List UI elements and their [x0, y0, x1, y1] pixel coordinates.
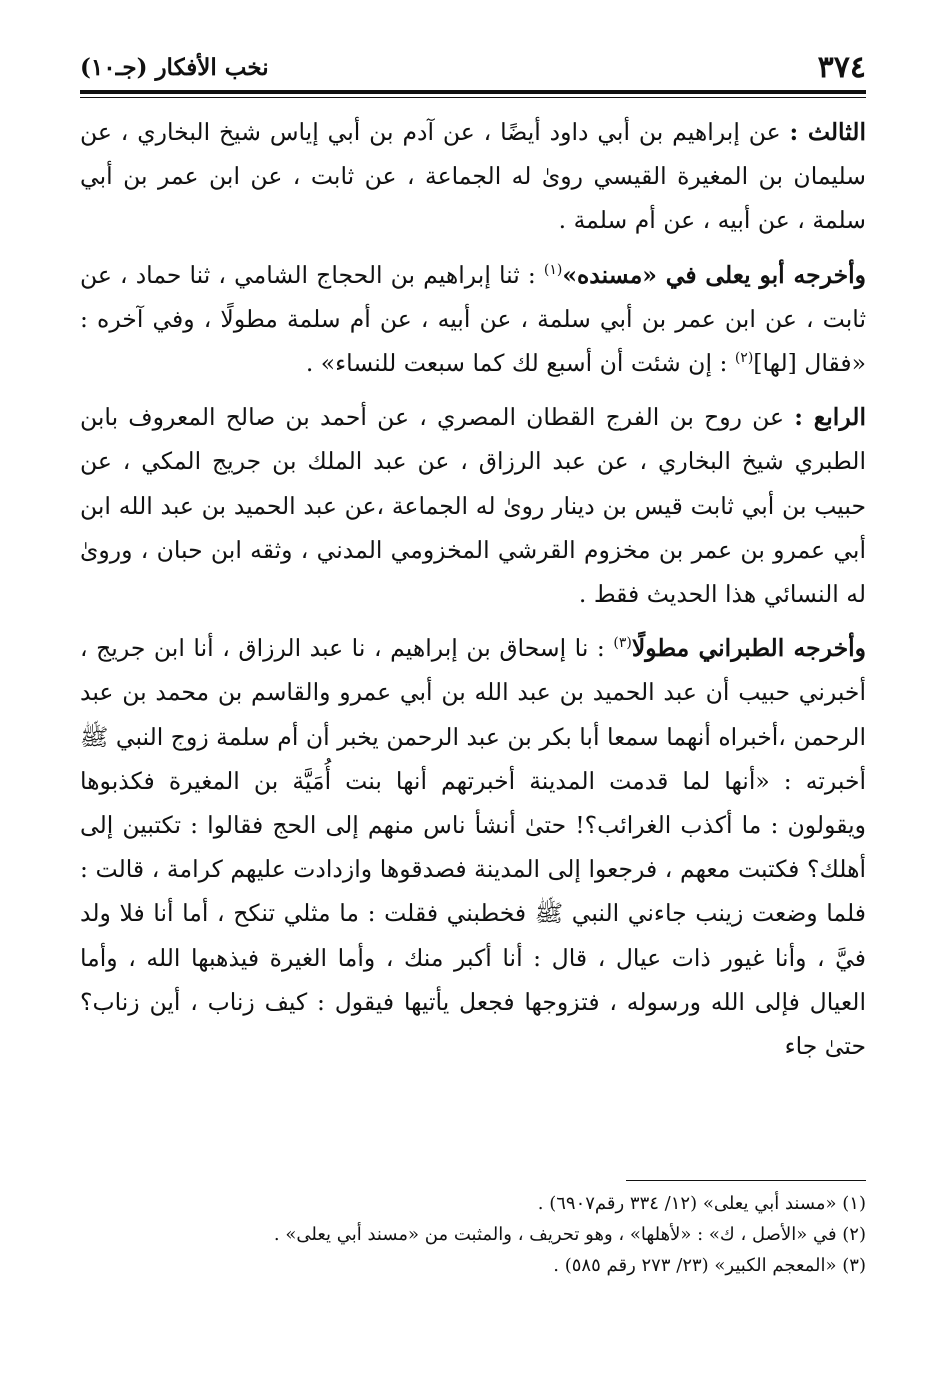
page-number: ٣٧٤ [817, 49, 866, 85]
paragraph-third-chain [80, 110, 866, 243]
footnote-ref[interactable]: (٢) [734, 350, 754, 367]
paragraph-text: عن روح بن الفرج القطان المصري ، عن أحمد بن صالح المعروف بابن الطبري شيخ البخاري ، عن عبد الرزاق ، عن عبد الملك بن جريج المكي ، عن حبيب بن أبي ثابت قيس بن دينار روىٰ له الجماعة ،عن عبد الحميد بن عبد الله ابن أبي عمرو بن عمر بن مخزوم القرشي المخزومي المدني ، وثقه ابن حبان ، وروىٰ له النسائي هذا الحديث فقط . [80, 403, 866, 609]
footnote-2: (٢) في «الأصل ، ك» : «لأهلها» ، وهو تحريف ، والمثبت من «مسند أبي يعلى» . [273, 1224, 866, 1245]
footnote-1: (١) «مسند أبي يعلى» (١٢/ ٣٣٤ رقم٦٩٠٧) . [537, 1193, 866, 1214]
paragraph-tabarani [80, 626, 866, 1068]
paragraph-lead: الرابع : [794, 403, 866, 432]
paragraph-text-end: : إن شئت أن أسبع لك كما سبعت للنساء» . [305, 349, 735, 378]
main-text [80, 110, 866, 1078]
running-title: نخب الأفكار (جـ١٠) [80, 53, 269, 81]
paragraph-lead: الثالث : [789, 118, 866, 146]
page-header [80, 44, 866, 90]
footnote-ref[interactable]: (١) [543, 261, 563, 278]
paragraph-abu-yala [80, 253, 866, 386]
paragraph-text: : نا إسحاق بن إبراهيم ، نا عبد الرزاق ، أنا ابن جريج ، أخبرني حبيب أن عبد الحميد بن عبد الله بن أبي عمرو والقاسم بن محمد بن عبد الرحمن ،أخبراه أنهما سمعا أبا بكر بن عبد الرحمن يخبر أن أم سلمة زوج النبي ﷺ أخبرته : «أنها لما قدمت المدينة أخبرتهم أنها بنت أُمَيَّة بن المغيرة فكذبوها ويقولون : ما أكذب الغرائب؟! حتىٰ أنشأ ناس منهم إلى الحج فقالوا : تكتبين إلى أهلك؟ فكتبت معهم ، فرجعوا إلى المدينة فصدقوها وازدادت عليهم كرامة ، قالت : فلما وضعت زينب جاءني النبي ﷺ فخطبني فقلت : ما مثلي تنكح ، أما أنا فلا ولد فيَّ ، وأنا غيور ذات عيال ، قال : أنا أكبر منك ، وأما الغيرة فيذهبها الله ، وأما العيال فإلى الله ورسوله ، فتزوجها فجعل يأتيها فيقول : كيف زناب ، أين زناب؟ حتىٰ جاء [80, 634, 866, 1061]
footnote-3: (٣) «المعجم الكبير» (٢٣/ ٢٧٣ رقم ٥٨٥) . [553, 1255, 866, 1276]
paragraph-lead: وأخرجه أبو يعلى في «مسنده» [562, 260, 866, 289]
footnote-ref[interactable]: (٣) [613, 635, 632, 652]
footnotes [80, 1188, 866, 1281]
paragraph-text: : ثنا إبراهيم بن الحجاج الشامي ، ثنا حماد ، عن ثابت ، عن ابن عمر بن أبي سلمة ، عن أبيه ، عن أم سلمة مطولًا ، وفي آخره : «فقال [لها] [80, 260, 866, 378]
paragraph-fourth-chain [80, 395, 866, 616]
footnote-divider [626, 1180, 866, 1181]
header-rule [80, 90, 866, 94]
header-rule-thin [80, 97, 866, 98]
paragraph-lead: وأخرجه الطبراني مطولًا [631, 634, 866, 663]
paragraph-text: عن إبراهيم بن أبي داود أيضًا ، عن آدم بن أبي إياس شيخ البخاري ، عن سليمان بن المغيرة القيسي روىٰ له الجماعة ، عن ثابت ، عن ابن عمر بن أبي سلمة ، عن أبيه ، عن أم سلمة . [80, 118, 866, 235]
